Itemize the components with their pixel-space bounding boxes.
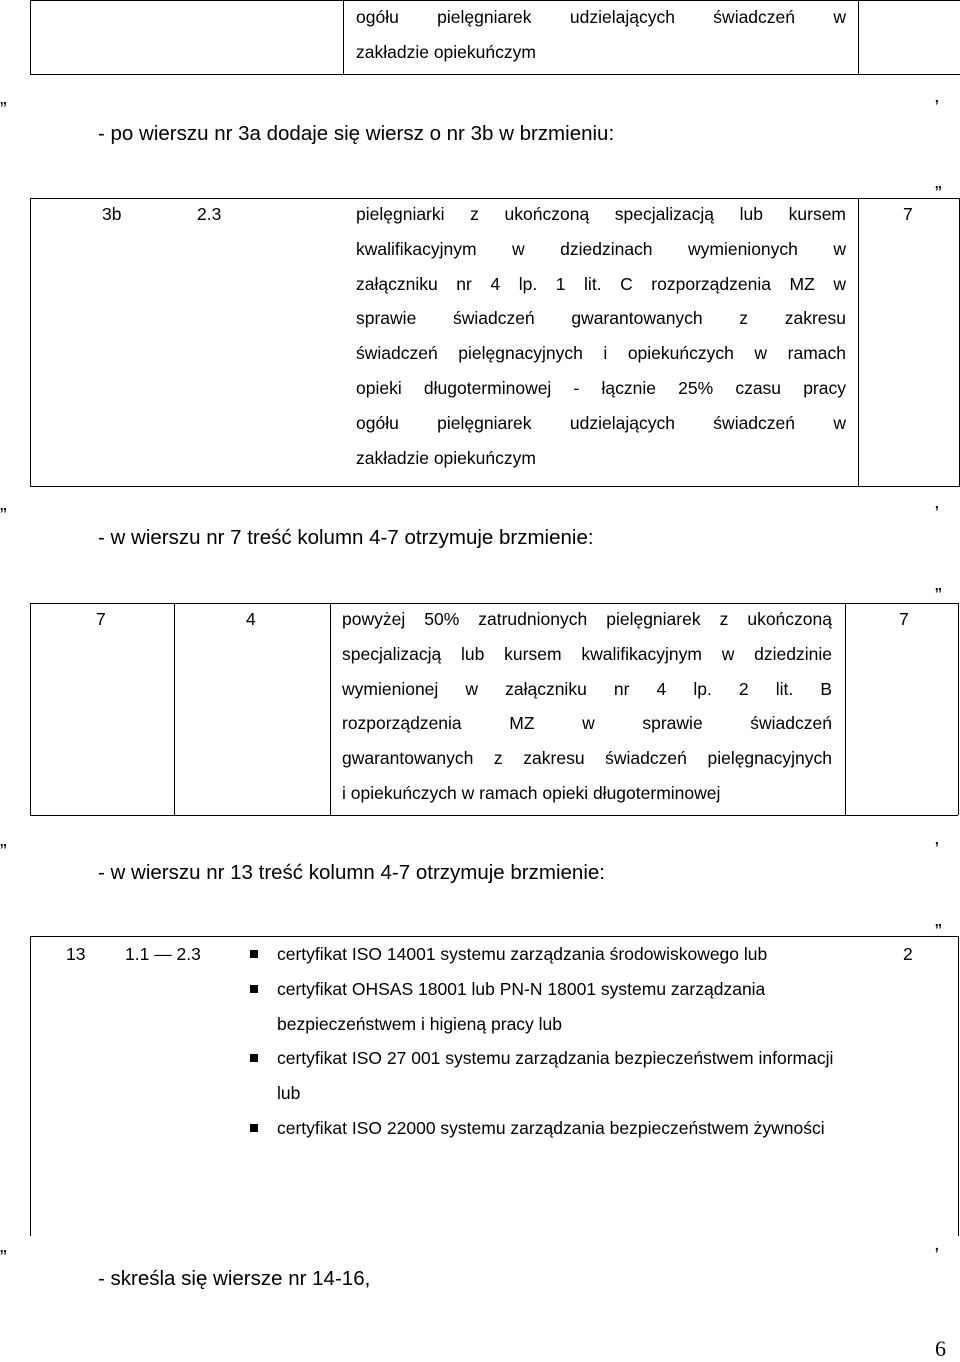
text-line: rozporządzenia MZ w sprawie świadczeń xyxy=(342,713,832,734)
table-cell-description xyxy=(356,0,846,70)
bullet-icon xyxy=(250,985,258,993)
text-line: załączniku nr 4 lp. 1 lit. C rozporządzenia MZ w xyxy=(356,273,846,294)
text-line: wymienionej w załączniku nr 4 lp. 2 lit. B xyxy=(342,678,832,699)
list-item: certyfikat ISO 27 001 systemu zarządzania bezpieczeństwem informacji lub xyxy=(277,1041,837,1111)
table-cell-description xyxy=(356,197,846,475)
text-line: i opiekuńczych w ramach opieki długoterminowej xyxy=(342,782,721,803)
closing-comma: , xyxy=(934,1233,940,1255)
opening-quote: „ xyxy=(935,573,942,595)
text-line: gwarantowanych z zakresu świadczeń pielęgnacyjnych xyxy=(342,748,832,769)
closing-comma: , xyxy=(934,491,940,513)
bullet-icon xyxy=(250,1054,258,1062)
bullet-icon xyxy=(250,1124,258,1132)
list-item: certyfikat ISO 22000 systemu zarządzania bezpieczeństwem żywności xyxy=(277,1111,837,1146)
opening-quote: „ xyxy=(935,171,942,193)
points-value: 7 xyxy=(903,204,913,224)
row-number: 3b xyxy=(102,204,122,224)
opening-quote: „ xyxy=(0,829,7,851)
closing-comma: , xyxy=(934,827,940,849)
points-value: 7 xyxy=(899,609,909,629)
opening-quote: „ xyxy=(0,87,7,109)
certificate-list xyxy=(277,937,837,1146)
amendment-instruction: - w wierszu nr 13 treść kolumn 4-7 otrzymuje brzmienie: xyxy=(98,861,605,884)
criterion-reference: 2.3 xyxy=(197,204,222,224)
bullet-icon xyxy=(250,950,258,958)
amendment-instruction: - w wierszu nr 7 treść kolumn 4-7 otrzymuje brzmienie: xyxy=(98,526,594,549)
text-line: opieki długoterminowej - łącznie 25% czasu pracy xyxy=(356,377,846,398)
text-line: specjalizacją lub kursem kwalifikacyjnym w dziedzinie xyxy=(342,643,832,664)
row-number: 7 xyxy=(96,609,106,629)
criterion-reference: 1.1 — 2.3 xyxy=(125,944,201,964)
table-cell-description xyxy=(342,602,832,811)
opening-quote: „ xyxy=(0,493,7,515)
opening-quote: „ xyxy=(0,1235,7,1257)
text-line: kwalifikacyjnym w dziedzinach wymienionych w xyxy=(356,238,846,259)
text-line: ogółu pielęgniarek udzielających świadczeń w xyxy=(356,7,846,27)
closing-comma: , xyxy=(934,85,940,107)
list-item: certyfikat OHSAS 18001 lub PN-N 18001 systemu zarządzania bezpieczeństwem i higieną pracy lub xyxy=(277,972,837,1042)
text-line: sprawie świadczeń gwarantowanych z zakresu xyxy=(356,308,846,329)
criterion-reference: 4 xyxy=(246,609,256,629)
text-line: ogółu pielęgniarek udzielających świadczeń w xyxy=(356,412,846,433)
amendment-instruction: - po wierszu nr 3a dodaje się wiersz o nr 3b w brzmieniu: xyxy=(98,122,615,145)
page-number: 6 xyxy=(935,1336,946,1361)
text-line: świadczeń pielęgnacyjnych i opiekuńczych w ramach xyxy=(356,343,846,364)
amendment-instruction: - skreśla się wiersze nr 14-16, xyxy=(98,1267,371,1290)
row-number: 13 xyxy=(66,944,86,964)
text-line: pielęgniarki z ukończoną specjalizacją lub kursem xyxy=(356,204,846,224)
opening-quote: „ xyxy=(935,909,942,931)
text-line: powyżej 50% zatrudnionych pielęgniarek z ukończoną xyxy=(342,609,832,629)
points-value: 2 xyxy=(903,944,913,964)
text-line: zakładzie opiekuńczym xyxy=(356,447,536,468)
list-item: certyfikat ISO 14001 systemu zarządzania środowiskowego lub xyxy=(277,937,837,972)
text-line: zakładzie opiekuńczym xyxy=(356,41,536,62)
